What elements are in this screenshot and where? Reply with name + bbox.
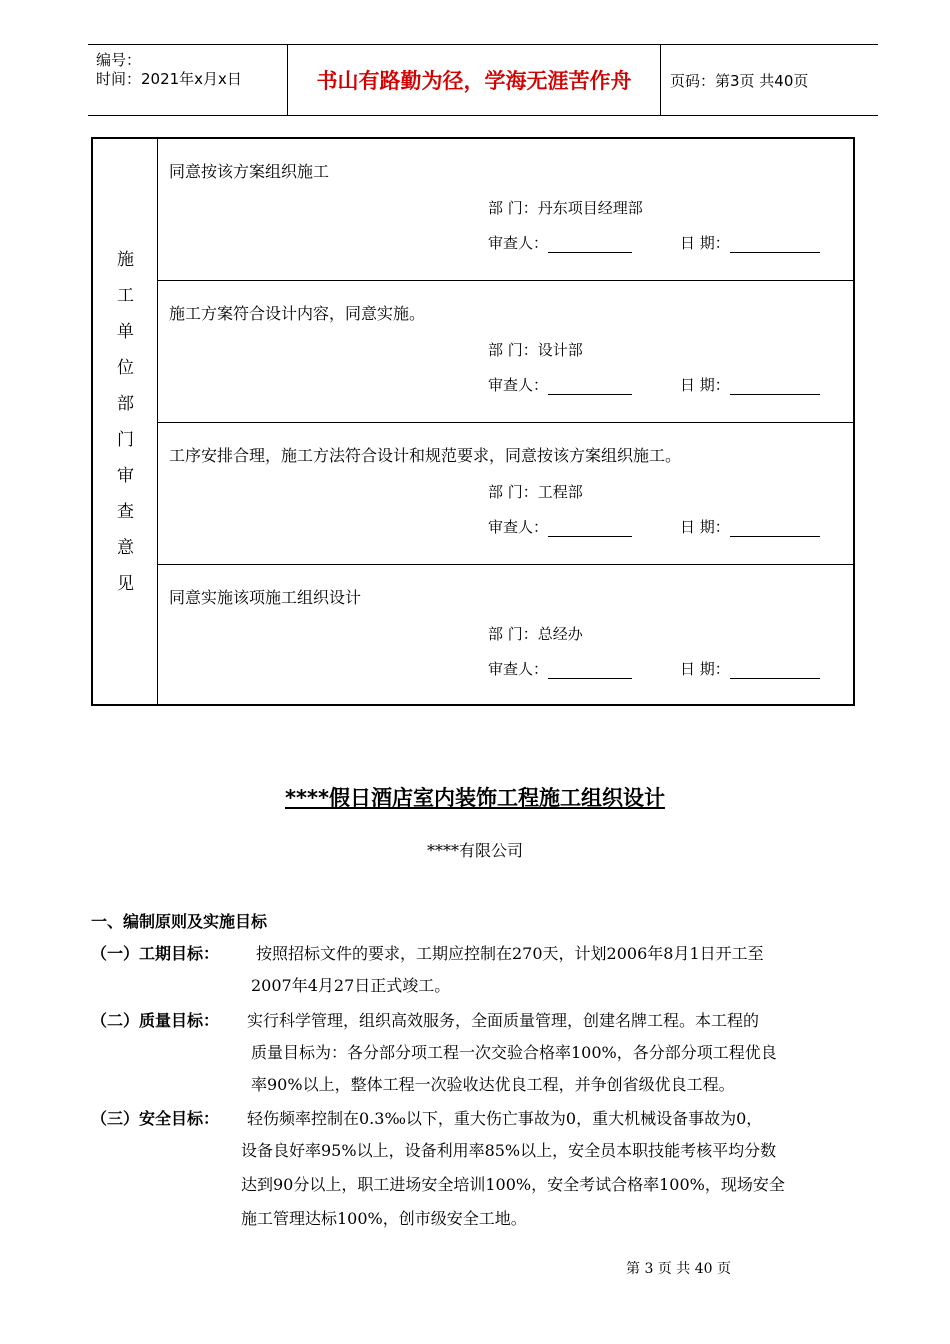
reviewer-blank: [548, 238, 632, 253]
reviewer-field: 审查人：: [488, 232, 632, 253]
document-title: ****假日酒店室内装饰工程施工组织设计: [285, 786, 665, 810]
page-header: [88, 44, 878, 116]
header-page-number: 页码：第3页 共40页: [670, 71, 809, 90]
side-label-char: 部: [117, 394, 134, 414]
reviewer-field: 审查人：: [488, 658, 632, 679]
serial-number: 编号：: [96, 51, 142, 69]
review-opinion: 同意实施该项施工组织设计: [169, 588, 362, 607]
review-opinion: 施工方案符合设计内容，同意实施。: [169, 304, 426, 323]
review-row: [158, 565, 853, 707]
date-field: 日 期：: [680, 374, 820, 395]
goal-text-line: 轻伤频率控制在0.3‰以下，重大伤亡事故为0，重大机械设备事故为0，: [247, 1109, 763, 1128]
reviewer-blank: [548, 664, 632, 679]
review-side-label: [93, 139, 158, 704]
date-blank: [730, 380, 820, 395]
review-row: [158, 281, 853, 423]
reviewer-blank: [548, 380, 632, 395]
goal-text-line: 施工管理达标100%，创市级安全工地。: [241, 1209, 527, 1228]
side-label-char: 意: [117, 538, 134, 558]
date-field: 日 期：: [680, 516, 820, 537]
goal-text-line: 设备良好率95%以上，设备利用率85%以上，安全员本职技能考核平均分数: [241, 1141, 777, 1160]
date-blank: [730, 522, 820, 537]
side-label-char: 门: [117, 430, 134, 450]
side-label-char: 查: [117, 502, 134, 522]
header-time: 时间：2021年x月x日: [96, 70, 242, 88]
side-label-char: 单: [117, 322, 134, 342]
company-name: ****有限公司: [426, 841, 523, 860]
review-row: [158, 139, 853, 281]
goal-text-line: 按照招标文件的要求，工期应控制在270天，计划2006年8月1日开工至: [256, 944, 764, 963]
goal-text-line: 2007年4月27日正式竣工。: [251, 976, 451, 995]
date-blank: [730, 238, 820, 253]
goal-text-line: 质量目标为：各分部分项工程一次交验合格率100%，各分部分项工程优良: [251, 1043, 777, 1062]
reviewer-blank: [548, 522, 632, 537]
page-footer: 第 3 页 共 40 页: [626, 1261, 731, 1277]
reviewer-field: 审查人：: [488, 374, 632, 395]
header-motto: 书山有路勤为径，学海无涯苦作舟: [288, 45, 661, 115]
side-label-char: 位: [117, 358, 134, 378]
review-dept: 部 门：总经办: [488, 625, 583, 643]
goal-text-line: 实行科学管理，组织高效服务，全面质量管理，创建名牌工程。本工程的: [247, 1011, 760, 1030]
goal-label-schedule: （一）工期目标：: [91, 944, 220, 963]
review-row: [158, 423, 853, 565]
reviewer-field: 审查人：: [488, 516, 632, 537]
side-label-char: 审: [117, 466, 134, 486]
goal-text-line: 率90%以上，整体工程一次验收达优良工程，并争创省级优良工程。: [251, 1075, 735, 1094]
review-opinion: 同意按该方案组织施工: [169, 162, 330, 181]
date-field: 日 期：: [680, 658, 820, 679]
section-heading: 一、编制原则及实施目标: [91, 912, 268, 931]
goal-label-safety: （三）安全目标：: [91, 1109, 220, 1128]
side-label-char: 施: [117, 250, 134, 270]
review-opinion: 工序安排合理，施工方法符合设计和规范要求，同意按该方案组织施工。: [169, 446, 682, 465]
date-blank: [730, 664, 820, 679]
header-meta: [88, 45, 288, 115]
date-field: 日 期：: [680, 232, 820, 253]
review-dept: 部 门：工程部: [488, 483, 583, 501]
side-label-char: 工: [117, 286, 134, 306]
side-label-char: 见: [117, 574, 134, 594]
review-dept: 部 门：设计部: [488, 341, 583, 359]
review-dept: 部 门：丹东项目经理部: [488, 199, 643, 217]
goal-text-line: 达到90分以上，职工进场安全培训100%，安全考试合格率100%，现场安全: [241, 1175, 785, 1194]
review-table: [91, 137, 855, 706]
goal-label-quality: （二）质量目标：: [91, 1011, 220, 1030]
